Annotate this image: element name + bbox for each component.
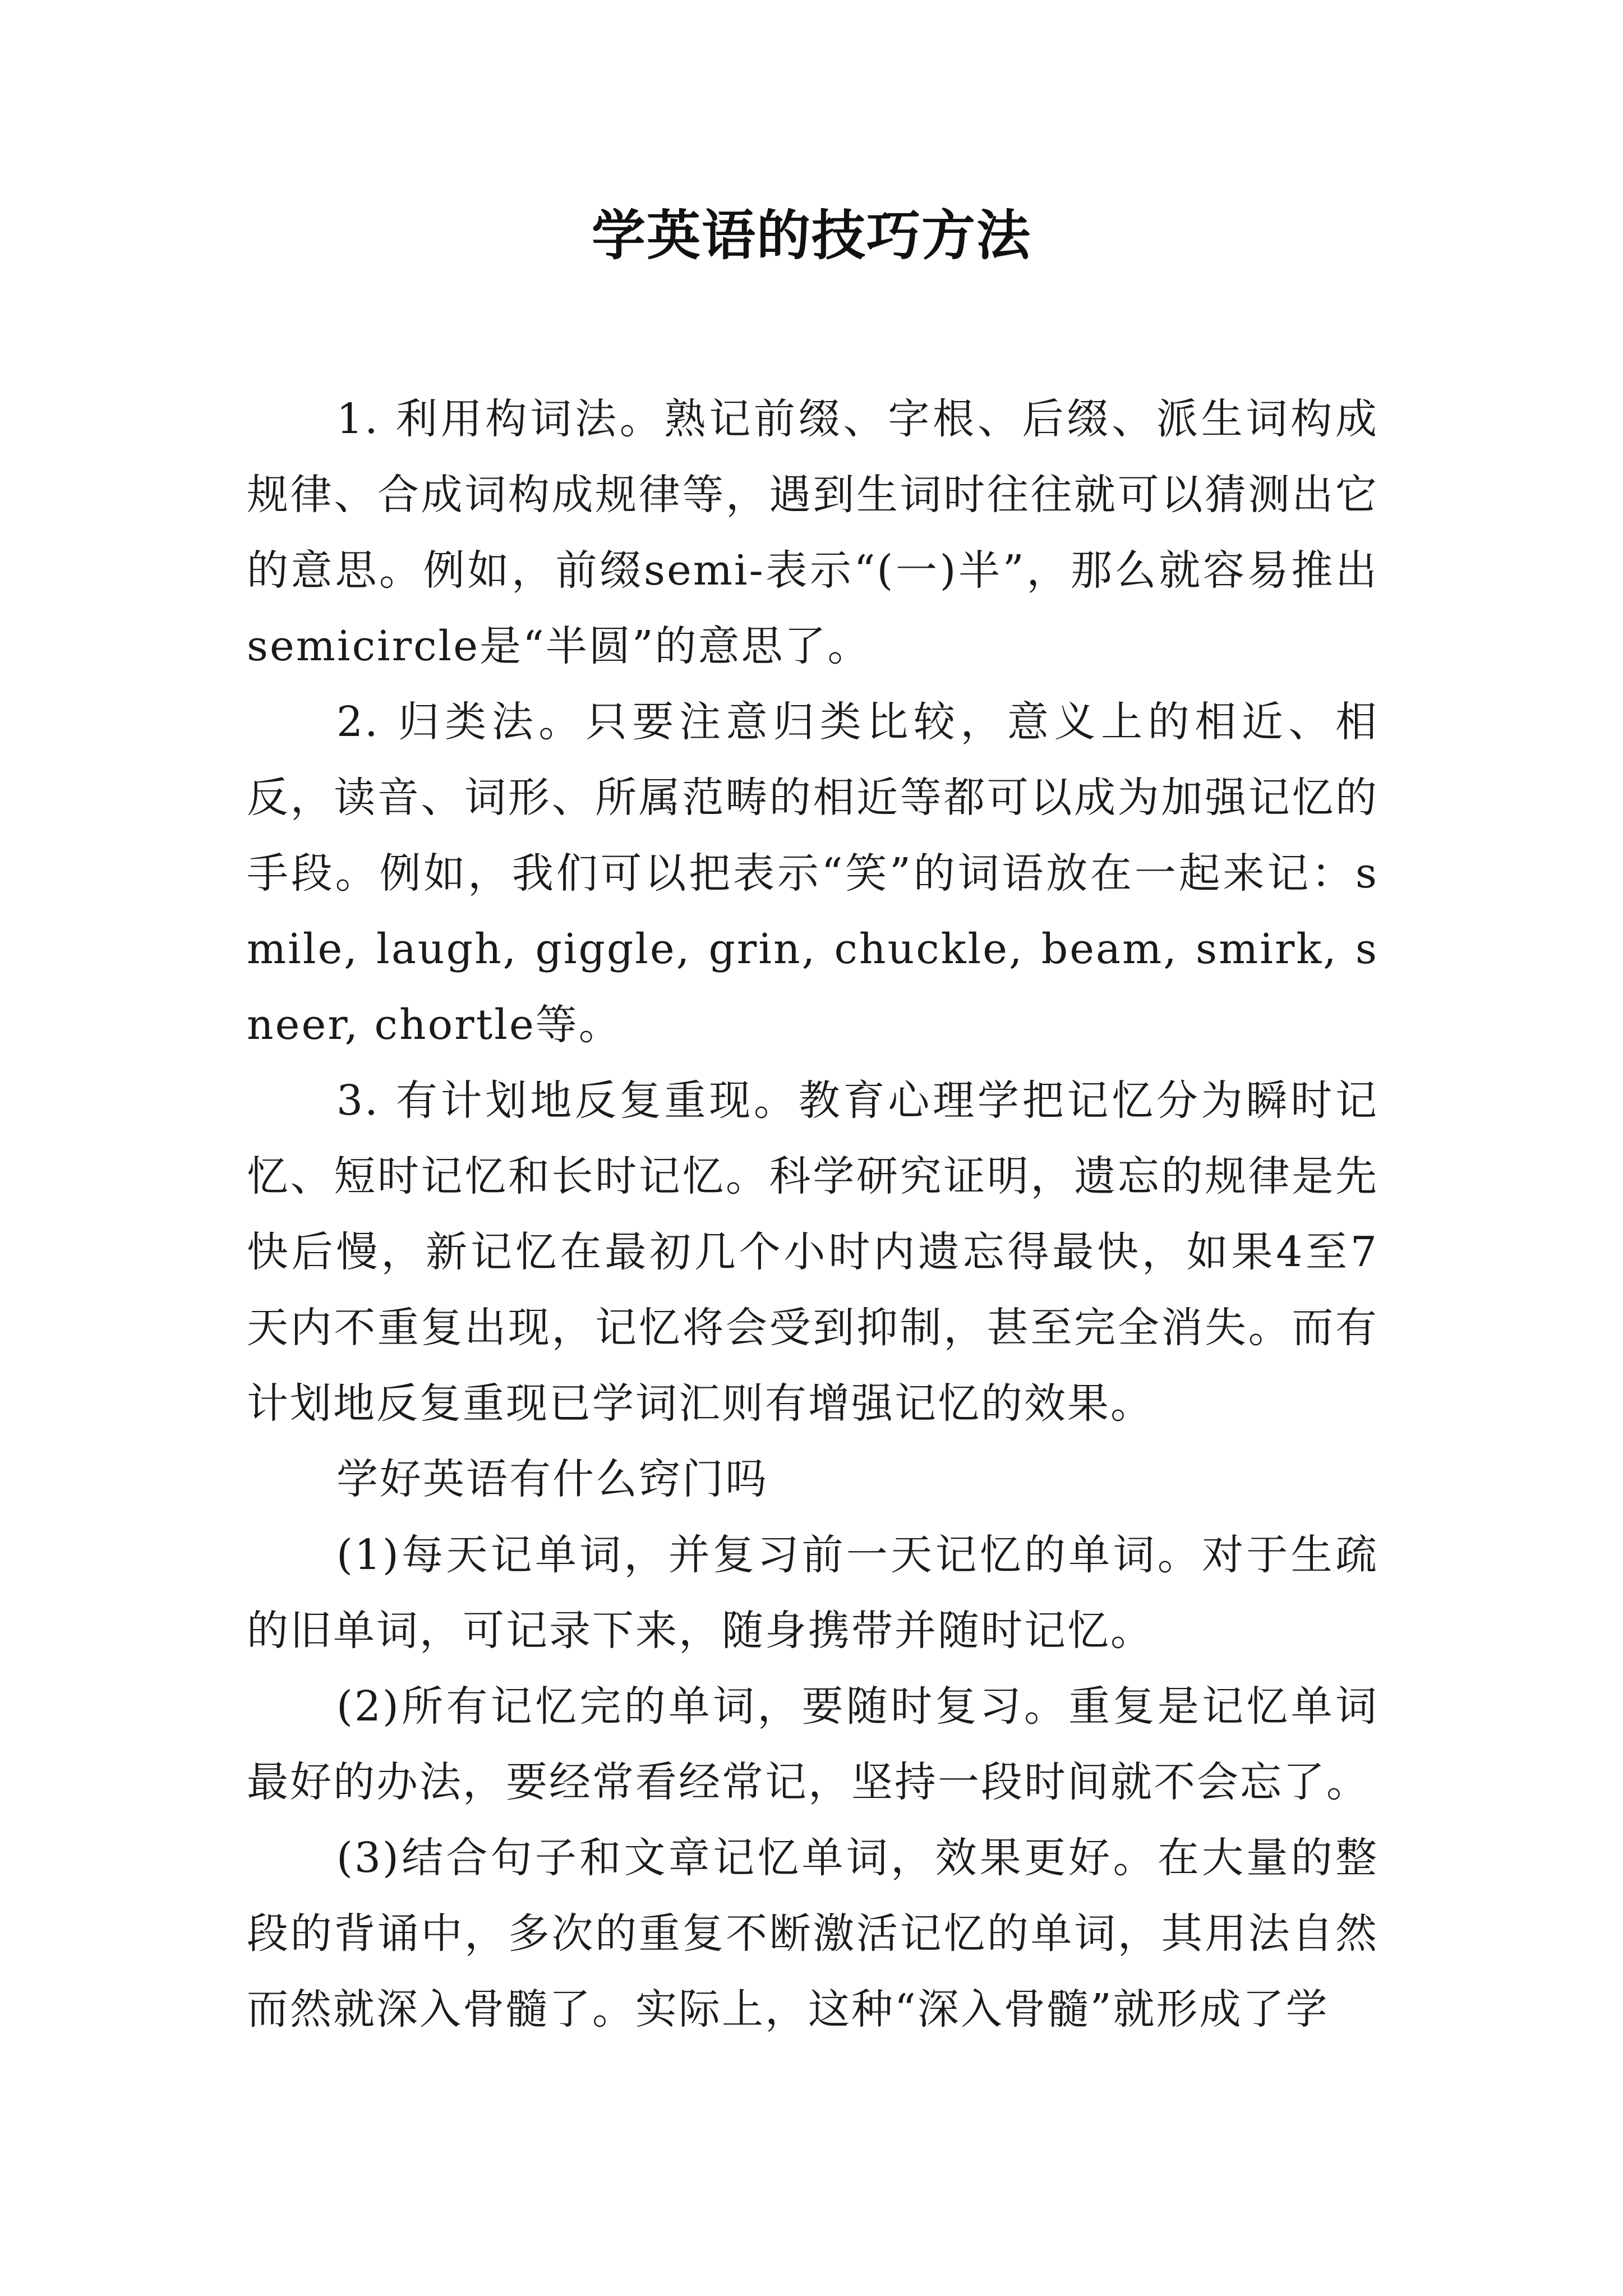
document-title: 学英语的技巧方法 (592, 204, 1031, 267)
paragraph-classification: 2. 归类法。只要注意归类比较，意义上的相近、相反，读音、词形、所属范畴的相近等都可以成为加强记忆的手段。例如，我们可以把表示“笑”的词语放在一起来记：smile, laugh, giggle, grin, chuckle, beam, smirk, sneer, chortle等。 (247, 698, 1378, 1049)
paragraph-word-formation: 1. 利用构词法。熟记前缀、字根、后缀、派生词构成规律、合成词构成规律等，遇到生词时往往就可以猜测出它的意思。例如，前缀semi-表示“(一)半”，那么就容易推出semicircle是“半圆”的意思了。 (247, 395, 1378, 670)
paragraph-tip-3: (3)结合句子和文章记忆单词，效果更好。在大量的整段的背诵中，多次的重复不断激活记忆的单词，其用法自然而然就深入骨髓了。实际上，这种“深入骨髓”就形成了学 (247, 1834, 1378, 2033)
paragraph-tip-1: (1)每天记单词，并复习前一天记忆的单词。对于生疏的旧单词，可记录下来，随身携带并随时记忆。 (247, 1531, 1378, 1655)
section-heading-tips: 学好英语有什么窍门吗 (336, 1455, 768, 1503)
paragraph-repetition: 3. 有计划地反复重现。教育心理学把记忆分为瞬时记忆、短时记忆和长时记忆。科学研究证明，遗忘的规律是先快后慢，新记忆在最初几个小时内遗忘得最快，如果4至7天内不重复出现，记忆将会受到抑制，甚至完全消失。而有计划地反复重现已学词汇则有增强记忆的效果。 (247, 1076, 1378, 1428)
document-body (247, 381, 1378, 2047)
paragraph-tip-2: (2)所有记忆完的单词，要随时复习。重复是记忆单词最好的办法，要经常看经常记，坚持一段时间就不会忘了。 (247, 1682, 1378, 1806)
